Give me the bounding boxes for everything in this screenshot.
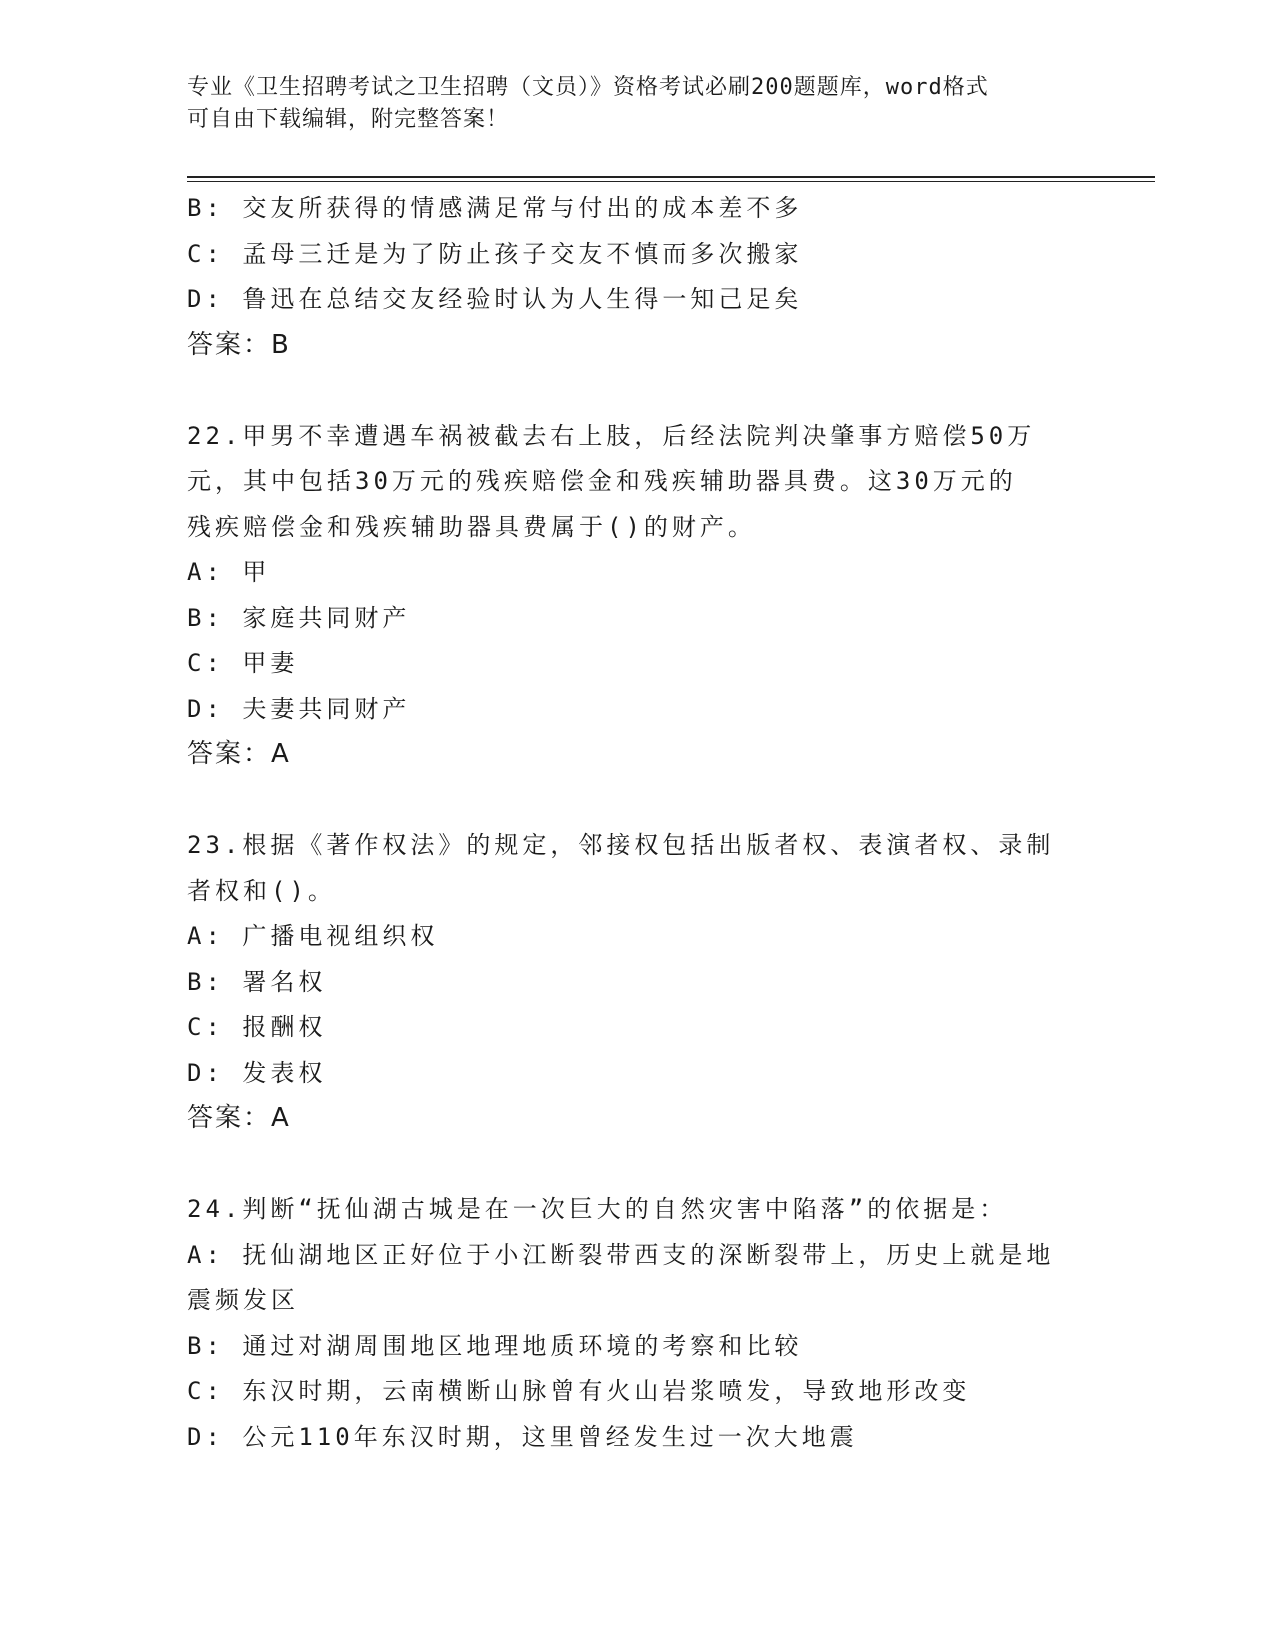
option-d: D: 鲁迅在总结交友经验时认为人生得一知己足矣 [187,285,803,313]
option-b: B: 通过对湖周围地区地理地质环境的考察和比较 [187,1331,803,1360]
option-d: D: 夫妻共同财产 [187,694,411,723]
option-c: C: 甲妻 [187,649,299,677]
header-divider-thin [187,181,1155,182]
question-stem-line: 元，其中包括30万元的残疾赔偿金和残疾辅助器具费。这30万元的 [187,467,1017,495]
option-a-continued: 震频发区 [187,1286,299,1314]
option-b: B: 家庭共同财产 [187,603,411,632]
option-b: B: 交友所获得的情感满足常与付出的成本差不多 [187,194,803,222]
option-c: C: 孟母三迁是为了防止孩子交友不慎而多次搬家 [187,239,803,268]
option-a: A: 抚仙湖地区正好位于小江断裂带西支的深断裂带上，历史上就是地 [187,1240,1055,1269]
question-list [187,186,1087,1460]
answer: 答案：B [187,329,291,360]
option-d: D: 公元110年东汉时期，这里曾经发生过一次大地震 [187,1422,858,1451]
question-24 [187,1187,1087,1460]
header-line-2: 可自由下载编辑，附完整答案！ [187,107,510,132]
document-header [187,72,1067,136]
option-c: C: 东汉时期，云南横断山脉曾有火山岩浆喷发，导致地形改变 [187,1377,971,1405]
option-d: D: 发表权 [187,1058,327,1087]
question-stem-line: 23.根据《著作权法》的规定，邻接权包括出版者权、表演者权、录制 [187,831,1055,859]
question-stem-line: 者权和()。 [187,876,336,905]
answer: 答案：A [187,1103,291,1133]
question-stem-line: 残疾赔偿金和残疾辅助器具费属于()的财产。 [187,512,756,541]
option-b: B: 署名权 [187,967,327,996]
option-a: A: 广播电视组织权 [187,922,439,950]
answer: 答案：A [187,739,291,769]
spacer [187,778,1087,824]
option-a: A: 甲 [187,558,271,586]
question-23 [187,823,1087,1142]
question-21 [187,186,1087,368]
option-c: C: 报酬权 [187,1013,327,1041]
question-22 [187,414,1087,778]
header-divider-thick [187,176,1155,178]
spacer [187,1142,1087,1188]
spacer [187,368,1087,414]
question-stem-line: 22.甲男不幸遭遇车祸被截去右上肢，后经法院判决肇事方赔偿50万 [187,421,1036,450]
question-stem-line: 24.判断“抚仙湖古城是在一次巨大的自然灾害中陷落”的依据是： [187,1195,1008,1223]
header-line-1: 专业《卫生招聘考试之卫生招聘（文员）》资格考试必刷200题题库，word格式 [187,75,989,100]
